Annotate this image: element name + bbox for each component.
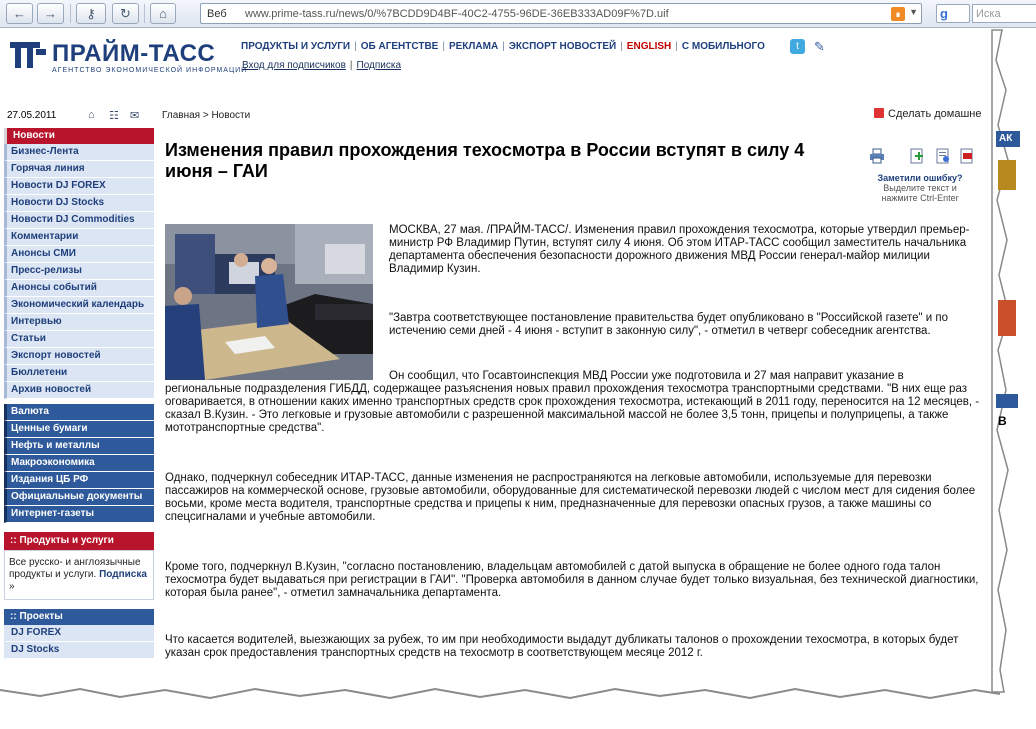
article-paragraph-3: Он сообщил, что Госавтоинспекция МВД России уже подготовила и 27 мая направит указание в региональные подразделения ГИБДД, содержащее разъяснения новых правил прохождения техосмотра транспортными средствами. "В них еще раз оговаривается, в отношении каких именно транспортных средств срок прохождения техосмотра, истекающий в 2011 году, переносится на 12 месяцев, - сказал В.Кузин. - Это легковые и грузовые автомобили с разрешенной максимальной массой не более 3,5 тонн, прицепы и полуприцепы, а также мототранспортные средства". xyxy=(165,370,980,434)
chevron-right-icon: » xyxy=(9,581,15,592)
sidebar-group-internet-newspapers[interactable]: Интернет-газеты xyxy=(4,506,154,523)
pencil-icon[interactable]: ✎ xyxy=(812,39,827,54)
sidebar-group-macroeconomics[interactable]: Макроэкономика xyxy=(4,455,154,472)
logo-text: ПРАЙМ-ТАСС xyxy=(52,40,216,67)
article-paragraph-6: Что касается водителей, выезжающих за рубеж, то им при необходимости выдадут дубликаты талонов о прохождении техосмотра, в которых будет указан срок предоставления транспортных средств на техосмотр в соответствующем месяце 2012 г. xyxy=(165,634,959,659)
right-fragment-bar xyxy=(996,394,1018,408)
reload-icon[interactable]: ↻ xyxy=(112,3,139,24)
sidebar-group-cbr-publications[interactable]: Издания ЦБ РФ xyxy=(4,472,154,489)
right-fragment-image xyxy=(998,300,1016,336)
homepage-icon xyxy=(874,108,884,118)
article-tools xyxy=(869,148,979,168)
subscription-link[interactable]: Подписка xyxy=(356,60,402,71)
web-page xyxy=(0,28,994,692)
breadcrumb-row xyxy=(0,106,994,126)
nav-mobile[interactable]: С МОБИЛЬНОГО xyxy=(681,41,765,52)
sidebar-group-currency[interactable]: Валюта xyxy=(4,404,154,421)
sidebar-group-oil-metals[interactable]: Нефть и металлы xyxy=(4,438,154,455)
sidebar-item-hotline[interactable]: Горячая линия xyxy=(4,161,154,178)
article-paragraph-4: Однако, подчеркнул собеседник ИТАР-ТАСС, данные изменения не распространяются на легковые автомобили, используемые для перевозки пассажиров на коммерческой основе, грузовые автомобили, оборудованные для систематической перевозки людей с числом мест для сидения более восьми, кроме места водителя, транспортные средства и прицепы к ним, предназначенные для перевозки опасных грузов, а также машины со спецсигналами и учебные автомобили. xyxy=(165,472,976,523)
sidebar-item-dj-stocks[interactable]: Новости DJ Stocks xyxy=(4,195,154,212)
products-services-box: Все русско- и англоязычные продукты и услуги. Подписка » xyxy=(4,550,154,600)
browser-toolbar xyxy=(0,0,1036,28)
torn-edge-shadow xyxy=(992,30,1018,692)
sub-navigation: Вход для подписчиков | Подписка xyxy=(242,60,402,71)
projects-header[interactable]: :: Проекты xyxy=(4,609,154,625)
sidebar-item-business-feed[interactable]: Бизнес-Лента xyxy=(4,144,154,161)
sidebar-item-event-announcements[interactable]: Анонсы событий xyxy=(4,280,154,297)
subscriber-login-link[interactable]: Вход для подписчиков xyxy=(242,60,346,71)
products-subscription-link[interactable]: Подписка xyxy=(99,569,147,580)
toolbar-divider xyxy=(144,4,145,23)
sidebar-item-comments[interactable]: Комментарии xyxy=(4,229,154,246)
sidebar-item-news-archive[interactable]: Архив новостей xyxy=(4,382,154,399)
nav-about[interactable]: ОБ АГЕНТСТВЕ xyxy=(360,41,439,52)
send-page-icon[interactable] xyxy=(935,148,951,164)
twitter-icon[interactable]: t xyxy=(790,39,805,54)
sidebar-item-dj-commodities[interactable]: Новости DJ Commodities xyxy=(4,212,154,229)
google-icon: g xyxy=(940,6,948,21)
add-bookmark-icon[interactable] xyxy=(909,148,925,164)
sidebar-item-economic-calendar[interactable]: Экономический календарь xyxy=(4,297,154,314)
typo-report-hint: Заметили ошибку? Выделите текст и нажмите Ctrl-Enter xyxy=(877,173,963,203)
sidebar-item-articles[interactable]: Статьи xyxy=(4,331,154,348)
address-url[interactable]: www.prime-tass.ru/news/0/%7BCDD9D4BF-40C2-4755-96DE-36EB333AD09F%7D.uif xyxy=(245,8,669,20)
article-paragraph-5: Кроме того, подчеркнул В.Кузин, "согласно постановлению, владельцам автомобилей с датой выпуска в обращение не более одного года талон техосмотра будет выдаваться при регистрации в ГАИ". "Проверка автомобиля в данном случае будет только визуальная, без технической диагностики, которая была ранее", - отметил замначальника департамента. xyxy=(165,561,979,599)
breadcrumb[interactable]: Главная > Новости xyxy=(162,110,251,121)
home-icon[interactable]: ⌂ xyxy=(88,109,95,121)
sidebar-item-media-announcements[interactable]: Анонсы СМИ xyxy=(4,246,154,263)
logo-tagline: АГЕНТСТВО ЭКОНОМИЧЕСКОЙ ИНФОРМАЦИИ xyxy=(52,67,248,74)
article-photo[interactable] xyxy=(165,224,373,380)
sidebar-item-dj-forex[interactable]: Новости DJ FOREX xyxy=(4,178,154,195)
print-icon[interactable] xyxy=(869,148,885,164)
sidebar-item-press-releases[interactable]: Пресс-релизы xyxy=(4,263,154,280)
search-input[interactable]: Иска xyxy=(972,4,1036,23)
sidebar-news-header[interactable]: Новости xyxy=(4,128,154,144)
sitemap-icon[interactable]: ☷ xyxy=(109,110,119,122)
project-dj-stocks[interactable]: DJ Stocks xyxy=(4,642,154,659)
sidebar-item-news-export[interactable]: Экспорт новостей xyxy=(4,348,154,365)
sidebar-group-securities[interactable]: Ценные бумаги xyxy=(4,421,154,438)
mail-icon[interactable]: ✉ xyxy=(130,110,140,122)
left-sidebar xyxy=(4,128,154,659)
article-lead: МОСКВА, 27 мая. /ПРАЙМ-ТАСС/. Изменения правил прохождения техосмотра, которые утвердил премьер-министр РФ Владимир Путин, вступят силу 4 июня. Об этом ИТАР-ТАСС сообщил заместитель начальника департамента обеспечения безопасности дорожного движения МВД России генерал-майор милиции Владимир Кузин. xyxy=(389,224,970,275)
project-dj-forex[interactable]: DJ FOREX xyxy=(4,625,154,642)
right-fragment-image xyxy=(998,160,1016,190)
make-homepage-link[interactable]: Сделать домашне xyxy=(874,108,981,120)
pdf-icon[interactable] xyxy=(959,148,975,164)
rss-icon[interactable]: ∎ xyxy=(891,7,905,21)
search-engine-selector[interactable] xyxy=(936,4,970,23)
torn-edge-bottom-shadow xyxy=(0,686,1000,704)
article-paragraph-2: "Завтра соответствующее постановление правительства будет опубликовано в "Российской газете" и по истечению семи дней - 4 июня - вступит в законную силу", - отметил в четверг собеседник агентства. xyxy=(389,312,948,337)
article-title: Изменения правил прохождения техосмотра в России вступят в силу 4 июня – ГАИ xyxy=(165,140,805,181)
chevron-down-icon[interactable]: ▼ xyxy=(909,7,918,17)
products-services-header[interactable]: :: Продукты и услуги xyxy=(4,532,154,550)
site-logo[interactable] xyxy=(10,40,248,76)
current-date: 27.05.2011 xyxy=(7,110,57,121)
address-bar[interactable] xyxy=(200,3,922,24)
forward-arrow-icon[interactable]: → xyxy=(37,3,64,24)
key-icon[interactable]: ⚷ xyxy=(76,3,106,24)
logo-mark-icon xyxy=(10,40,48,70)
sidebar-group-official-documents[interactable]: Официальные документы xyxy=(4,489,154,506)
back-arrow-icon[interactable]: ← xyxy=(6,3,33,24)
right-fragment-header: АК xyxy=(996,131,1020,147)
address-prefix: Веб xyxy=(207,8,227,20)
nav-news-export[interactable]: ЭКСПОРТ НОВОСТЕЙ xyxy=(508,41,617,52)
top-navigation: ПРОДУКТЫ И УСЛУГИ | ОБ АГЕНТСТВЕ | РЕКЛАМА | ЭКСПОРТ НОВОСТЕЙ | ENGLISH | С МОБИЛЬНОГО xyxy=(241,41,765,52)
toolbar-divider xyxy=(70,4,71,23)
right-fragment-text: В xyxy=(998,414,1007,428)
sidebar-item-bulletins[interactable]: Бюллетени xyxy=(4,365,154,382)
nav-english[interactable]: ENGLISH xyxy=(626,41,672,52)
nav-products[interactable]: ПРОДУКТЫ И УСЛУГИ xyxy=(241,41,351,52)
home-icon[interactable]: ⌂ xyxy=(150,3,176,24)
nav-advertising[interactable]: РЕКЛАМА xyxy=(448,41,499,52)
sidebar-item-interviews[interactable]: Интервью xyxy=(4,314,154,331)
